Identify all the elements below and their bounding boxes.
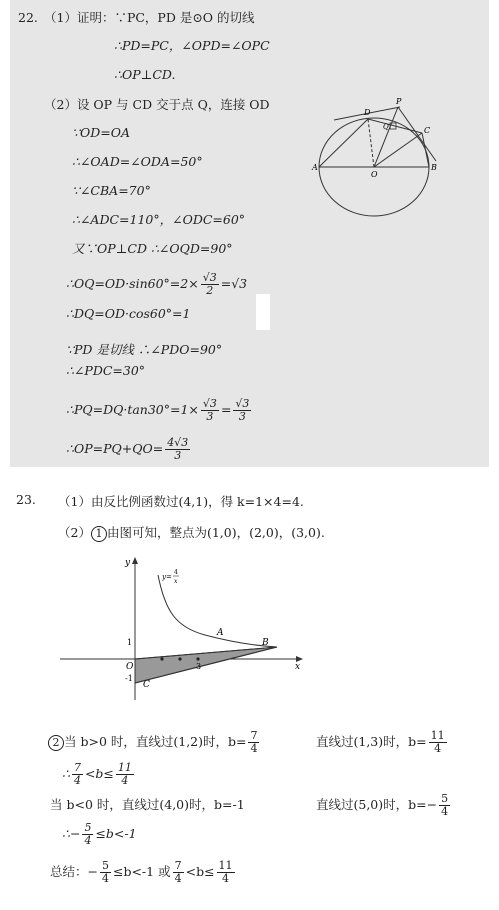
x-label: x — [295, 662, 301, 672]
function-num: 4 — [174, 569, 178, 576]
y-arrow — [132, 557, 138, 564]
lattice-point — [178, 657, 181, 660]
q22-line-dq: ∴DQ=OD·cos60°=1 — [66, 306, 191, 321]
label-q: Q — [383, 123, 389, 131]
solution-22-panel — [10, 0, 489, 467]
label-p: P — [396, 97, 402, 106]
q23-case-b-positive-2: 直线过(1,3)时，b= $\frac{11}{4}$ — [316, 729, 445, 755]
q22-number: 22. — [18, 10, 38, 25]
label-d: D — [364, 108, 371, 117]
lattice-point — [196, 657, 199, 660]
label-a: A — [312, 163, 318, 172]
origin-label: O — [126, 662, 134, 672]
q22-line-3: ∴OP⊥CD. — [114, 67, 176, 82]
tick-neg1: -1 — [125, 674, 133, 683]
point-a-label: A — [217, 628, 224, 638]
fraction: $\frac{11}{4}$ — [430, 729, 445, 755]
tick-3: 3 — [196, 662, 202, 671]
fraction: $\frac{7}{4}$ — [250, 729, 258, 755]
function-den: x — [174, 578, 178, 585]
tick-1: 1 — [127, 638, 133, 647]
inverse-function-graph — [55, 555, 315, 705]
fraction: $\frac{11}{4}$ — [218, 859, 233, 885]
circled-two: 2 — [48, 735, 64, 751]
q22-line-pdc: ∴∠PDC=30° — [66, 363, 146, 378]
q23-range-negative: ∴− $\frac{5}{4}$ ≤b<-1 — [62, 821, 137, 847]
fraction: $\frac{5}{4}$ — [101, 859, 109, 885]
q22-line-5: ∵OD=OA — [72, 125, 130, 140]
q23-case-b-negative-2: 直线过(5,0)时，b=− $\frac{5}{4}$ — [316, 792, 449, 818]
lattice-point — [160, 657, 163, 660]
label-b: B — [431, 163, 437, 172]
q22-line-oq: ∴OQ=OD·sin60°=2× $\frac{√3}{2}$ =√3 — [66, 271, 248, 297]
q23-range-positive: ∴ $\frac{7}{4}$ <b≤ $\frac{11}{4}$ — [62, 761, 132, 787]
q23-line-2: （2） 1 由图可知，整点为(1,0)，(2,0)，(3,0). — [58, 525, 325, 540]
segment-od — [368, 119, 374, 167]
fraction: $\frac{11}{4}$ — [117, 761, 132, 787]
q22-line-tangent: ∵PD 是切线 ∴∠PDO=90° — [66, 342, 223, 357]
q23-number: 23. — [16, 492, 36, 507]
fraction: $\frac{4√3}{3}$ — [167, 436, 189, 462]
fraction: $\frac{√3}{2}$ — [202, 271, 217, 297]
fraction: $\frac{5}{4}$ — [84, 821, 92, 847]
q23-summary: 总结：− $\frac{5}{4}$ ≤b<-1 或 $\frac{7}{4}$ <b≤ $\frac{11}{4}$ — [50, 859, 233, 885]
oq-expression: ∴OQ=OD·sin60°=2× — [66, 276, 199, 291]
q22-line-1: （1）证明：∵PC，PD 是⊙O 的切线 — [44, 10, 255, 25]
label-c: C — [424, 126, 431, 135]
q22-line-9: 又∵OP⊥CD ∴∠OQD=90° — [72, 241, 233, 256]
point-c-label: C — [143, 680, 150, 690]
fraction: $\frac{7}{4}$ — [174, 859, 182, 885]
q22-line-2: ∴PD=PC，∠OPD=∠OPC — [114, 38, 270, 53]
q22-line-pq: ∴PQ=DQ·tan30°=1× $\frac{√3}{3}$ = $\frac{√3}{3}$ — [66, 397, 250, 423]
q23-line-1: （1）由反比例函数过(4,1)，得 k=1×4=4. — [58, 494, 304, 509]
fraction: $\frac{√3}{3}$ — [235, 397, 250, 423]
fraction: $\frac{5}{4}$ — [441, 792, 449, 818]
q22-line-8: ∴∠ADC=110°，∠ODC=60° — [72, 212, 246, 227]
circled-one: 1 — [91, 526, 107, 542]
y-label: y — [125, 558, 131, 568]
circle-tangent-figure — [310, 95, 460, 230]
q22-line-7: ∵∠CBA=70° — [72, 183, 151, 198]
point-b-label: B — [262, 638, 269, 648]
fraction: $\frac{7}{4}$ — [73, 761, 81, 787]
q22-line-6: ∴∠OAD=∠ODA=50° — [72, 154, 203, 169]
q23-case-b-negative: 当 b<0 时，直线过(4,0)时，b=-1 — [50, 797, 245, 812]
q22-line-op: ∴OP=PQ+QO= $\frac{4√3}{3}$ — [66, 436, 189, 462]
tangent-pc — [398, 107, 436, 161]
q22-line-4: （2）设 OP 与 CD 交于点 Q，连接 OD — [44, 97, 270, 112]
q23-case-b-positive: 2 当 b>0 时，直线过(1,2)时，b= $\frac{7}{4}$ — [48, 730, 261, 755]
fraction: $\frac{√3}{3}$ — [202, 397, 217, 423]
label-o: O — [371, 170, 378, 179]
scan-artifact — [256, 294, 270, 330]
function-label: y= — [162, 573, 172, 581]
